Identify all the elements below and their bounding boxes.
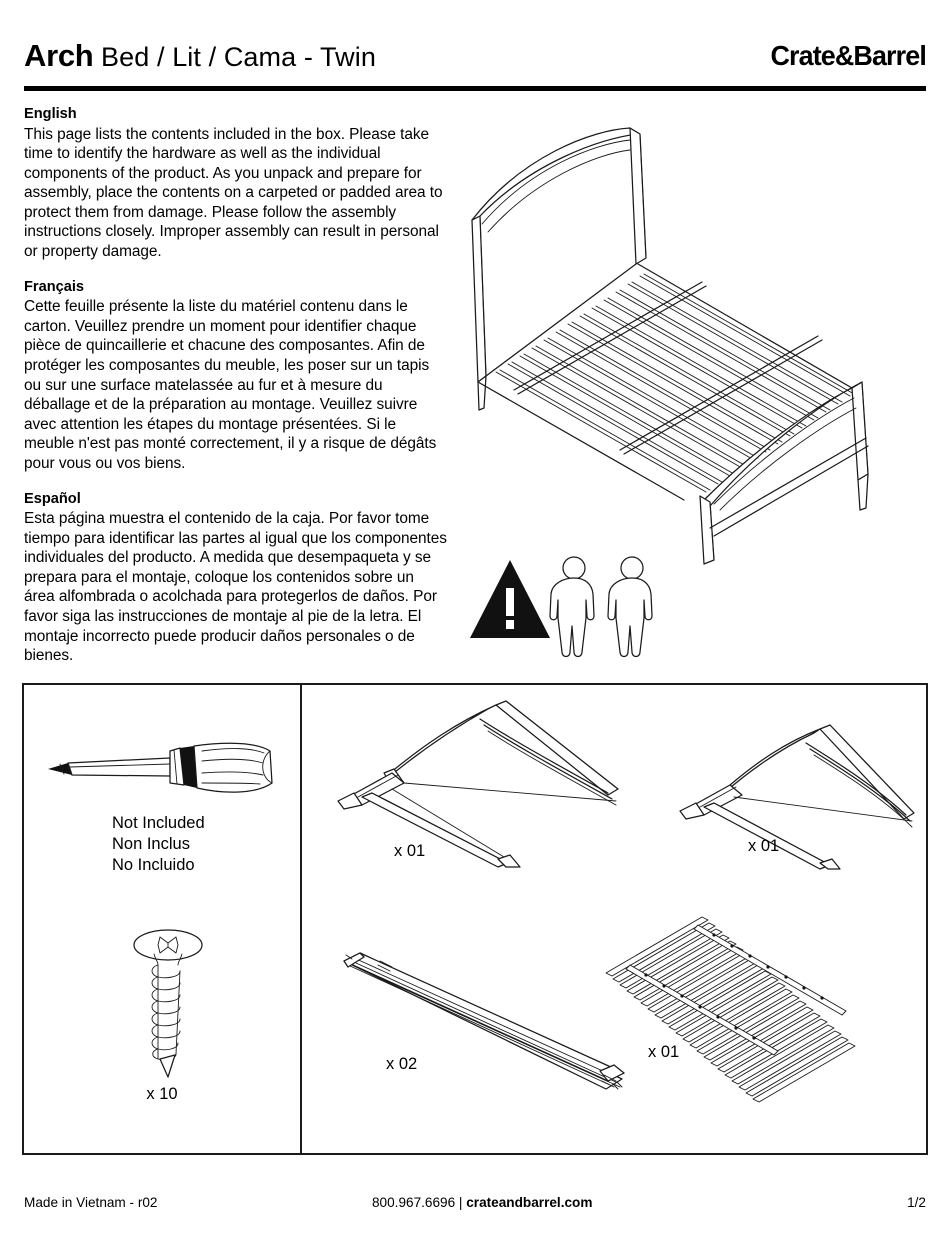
note-line: No Incluido [112,856,195,874]
warning-triangle-icon [470,560,550,638]
assembled-bed-illustration [452,108,938,564]
page-title [24,38,376,74]
language-block-espanol [24,491,448,666]
side-rail-quantity-label: x 02 [386,1055,418,1073]
screw-icon [120,921,216,1081]
footboard-part-illustration [672,717,950,869]
language-heading: Español [24,490,81,507]
person-figure-icon [550,557,594,657]
safety-icon-group [466,552,666,664]
tool-not-included-note [112,813,205,876]
phillips-screwdriver-icon [44,733,284,805]
brand-logo: Crate&Barrel [770,40,926,71]
language-heading: English [24,106,77,122]
person-figure-icon [608,557,652,657]
headboard-quantity-label: x 01 [394,842,426,860]
footboard-quantity-label: x 01 [748,837,780,855]
tools-hardware-column [24,685,300,1153]
slat-roll-quantity-label: x 01 [648,1043,680,1061]
language-body: Cette feuille présente la liste du matériel contenu dans le carton. Veuillez prendre un moment pour identifier chaque pièce de quincaillerie et chacune des composantes. Afin de protéger les composantes du meuble, les poser sur un tapis ou sur une surface matelassée au fur et à mesure du déballage et de la préparation au montage. Veuillez suivre avec attention les étapes du montage présentées. Si le meuble n'est pas monté correctement, il y a risque de dégâts pour vous ou vos biens. [24,298,437,472]
language-heading: Français [24,278,85,295]
headboard-part-illustration [328,697,648,867]
slat-roll-part-illustration [602,907,950,1107]
parts-contents-panel [22,683,928,1155]
side-rail-part-illustration [338,943,628,1095]
footer-separator: | [455,1195,467,1210]
language-body: Esta página muestra el contenido de la caja. Por favor tome tiempo para identificar las partes al igual que los componentes individuales del producto. A medida que desempaqueta y se prepara para el montaje, coloque los contenidos sobre un área alfombrada o acolchada para protegerlos de daños. Por favor siga las instrucciones de montaje al pie de la letra. El montaje incorrecto puede producir daños personales o de bienes. [24,510,447,665]
product-subtitle: Bed / Lit / Cama - Twin [101,42,376,72]
contact-info [372,1195,592,1210]
instructions-text-column [24,106,448,683]
note-line: Not Included [112,814,205,832]
page-footer [24,1195,926,1217]
page-number: 1/2 [907,1195,926,1210]
language-block-english [24,106,448,262]
header-divider [24,86,926,91]
phone-number: 800.967.6696 [372,1195,456,1210]
origin-text: Made in Vietnam - r02 [24,1195,158,1210]
language-body: This page lists the contents included in the box. Please take time to identify the hardware as well as the individual components of the product. As you unpack and prepare for assembly, place the contents on a carpeted or padded area to protect them from damage. Please follow the assembly instructions closely. Improper assembly can result in personal or property damage. [24,125,443,261]
website-link[interactable]: crateandbarrel.com [466,1195,593,1210]
note-line: Non Inclus [112,835,190,853]
product-name: Arch [24,38,94,73]
screw-quantity-label: x 10 [146,1085,178,1103]
components-column [302,685,926,1153]
language-block-francais [24,279,448,474]
